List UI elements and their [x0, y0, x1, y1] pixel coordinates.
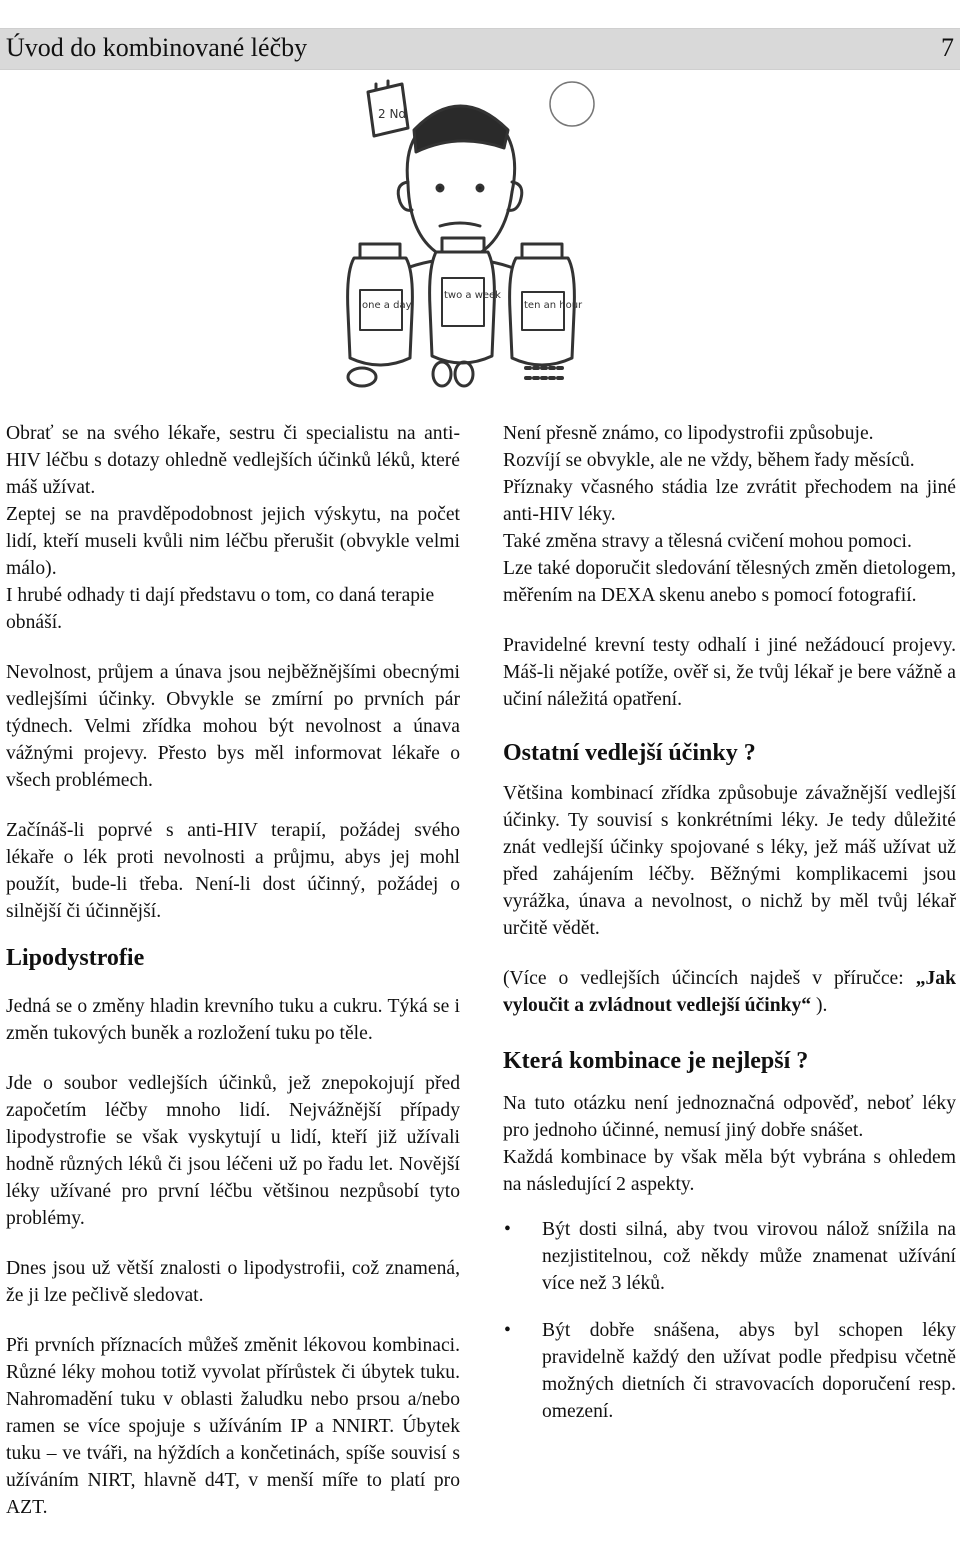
- paragraph: Lze také doporučit sledování tělesných změn dietologem, měřením na DEXA skenu anebo s pomocí fotografií.: [503, 558, 956, 606]
- paragraph: Není přesně známo, co lipodystrofii způsobuje.: [503, 423, 874, 444]
- list-item: [503, 1216, 956, 1297]
- reference-intro: (Více o vedlejších účincích najdeš v příručce:: [503, 968, 904, 989]
- paragraph: Jde o soubor vedlejších účinků, jež znepokojují před započetím léčby mnoho lidí. Nejvážnější případy lipodystrofie se však vyskytují u lidí, kteří již užívali hodně různých léků či jsou léčeni už po řadu let. Novější léky užívané pro první léčbu většinou nezpůsobí tyto problémy.: [6, 1073, 460, 1229]
- bullet-icon: •: [504, 1320, 511, 1341]
- paragraph: I hrubé odhady ti dají představu o tom, co daná terapie obnáší.: [6, 585, 435, 633]
- paragraph: Nevolnost, průjem a únava jsou nejběžnějšími obecnými vedlejšími účinky. Obvykle se zmírní po prvních pár týdnech. Velmi zřídka mohou být nevolnost a únava vážnými projevy. Přesto bys měl informovat lékaře o všech problémech.: [6, 662, 460, 791]
- paragraph: Začínáš-li poprvé s anti-HIV terapií, požádej svého lékaře o lék proti nevolnosti a průjmu, abys jej mohl použít, bude-li třeba. Není-li dost účinný, požádej o silnější či účinnější.: [6, 820, 460, 922]
- section-heading-other-side-effects: Ostatní vedlejší účinky ?: [503, 740, 756, 766]
- jar-label-text-1: one a day: [362, 300, 412, 311]
- list-item-text: Být dosti silná, aby tvou virovou nálož snížila na nezjistitelnou, což někdy může znamenat užívání více než 3 léků.: [542, 1219, 956, 1294]
- bullet-icon: •: [504, 1219, 511, 1240]
- paragraph: Při prvních příznacích můžeš změnit lékovou kombinaci. Různé léky mohou totiž vyvolat přírůstek či úbytek tuku. Nahromadění tuku v oblasti žaludku nebo prsou a/nebo ramen se více spojuje s užíváním IP a NNIRT. Úbytek tuku – ve tváři, na hýždích a končetinách, spíše souvisí s užíváním NIRT, hlavně d4T, v menší míře to platí pro AZT.: [6, 1335, 460, 1518]
- page-title: Úvod do kombinované léčby: [6, 33, 308, 62]
- paragraph: Zeptej se na pravděpodobnost jejich výskytu, na počet lidí, kteří museli kvůli nim léčbu přerušit (obvykle velmi málo).: [6, 504, 460, 579]
- paragraph: Také změna stravy a tělesná cvičení mohou pomoci.: [503, 531, 912, 552]
- illustration-drawing: [290, 72, 620, 394]
- right-column: [503, 420, 956, 1445]
- jar-label-text-3: ten an hour: [524, 300, 583, 311]
- paragraph: Příznaky včasného stádia lze zvrátit přechodem na jiné anti-HIV léky.: [503, 477, 956, 525]
- page-number: 7: [941, 33, 954, 62]
- section-heading-lipodystrofie: Lipodystrofie: [6, 945, 145, 971]
- paragraph-reference: [503, 965, 956, 1019]
- pill-icon: [348, 368, 376, 386]
- pill-icon: [455, 362, 473, 386]
- reference-book-title: „Jak vyloučit a zvládnout vedlejší účinky“: [503, 968, 956, 1016]
- page-header: [0, 28, 960, 70]
- list-item-text: Být dobře snášena, abys byl schopen léky pravidelně každý den užívat podle předpisu včetně možných dietních či stravovacích doporučení resp. omezení.: [542, 1320, 956, 1422]
- paragraph: Obrať se na svého lékaře, sestru či specialistu na anti-HIV léčbu s dotazy ohledně vedlejších účinků léků, které máš užívat.: [6, 423, 460, 498]
- clock-icon: [550, 82, 594, 126]
- jar-label-text-2: two a week: [444, 290, 501, 301]
- list-item: [503, 1317, 956, 1425]
- illustration-man-with-pill-jars: [290, 72, 620, 394]
- paragraph: Na tuto otázku není jednoznačná odpověď, neboť léky pro jednoho účinné, nemusí jiný dobře snášet.: [503, 1093, 956, 1141]
- paragraph: Každá kombinace by však měla být vybrána s ohledem na následující 2 aspekty.: [503, 1147, 956, 1195]
- left-column: [6, 420, 460, 1521]
- calendar-text: 2 Nd: [378, 107, 407, 121]
- paragraph: Rozvíjí se obvykle, ale ne vždy, během řady měsíců.: [503, 450, 915, 471]
- paragraph: Většina kombinací zřídka způsobuje závažnější vedlejší účinky. Ty souvisí s konkrétními léky. Je tedy důležité znát vedlejší účinky spojované s léky, jež máš užívat už před zahájením léčby. Běžnými komplikacemi jsou vyrážka, únava a nevolnost, o nichž by měl tvůj lékař určitě vědět.: [503, 783, 956, 939]
- reference-close: ).: [811, 995, 828, 1016]
- pill-icon: [433, 362, 451, 386]
- paragraph: Pravidelné krevní testy odhalí i jiné nežádoucí projevy. Máš-li nějaké potíže, ověř si, že tvůj lékař je bere vážně a učiní náležitá opatření.: [503, 635, 956, 710]
- bullet-list: [503, 1216, 956, 1425]
- paragraph: Dnes jsou už větší znalosti o lipodystrofii, což znamená, že ji lze pečlivě sledovat.: [6, 1258, 460, 1306]
- paragraph: Jedná se o změny hladin krevního tuku a cukru. Týká se i změn tukových buněk a rozložení tuku po těle.: [6, 996, 460, 1044]
- section-heading-best-combination: Která kombinace je nejlepší ?: [503, 1048, 809, 1074]
